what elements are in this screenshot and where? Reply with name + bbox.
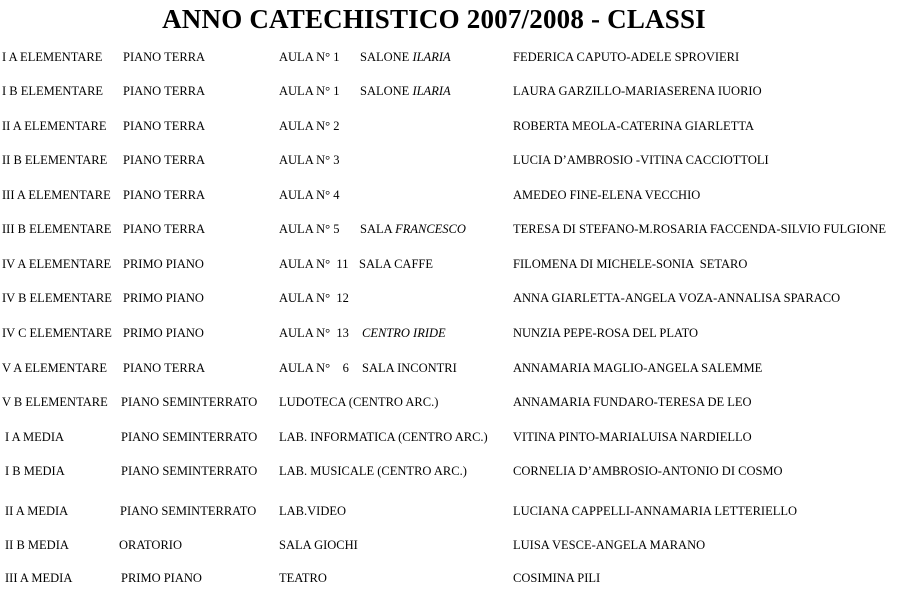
room: AULA N° 1 <box>279 50 340 64</box>
catechists: NUNZIA PEPE-ROSA DEL PLATO <box>513 326 699 340</box>
catechists: FEDERICA CAPUTO-ADELE SPROVIERI <box>513 50 740 64</box>
floor: PIANO TERRA <box>123 153 206 167</box>
class-name: I A MEDIA <box>5 430 65 444</box>
table-row <box>0 288 908 308</box>
class-name: IV A ELEMENTARE <box>2 257 112 271</box>
catechists: LUCIANA CAPPELLI-ANNAMARIA LETTERIELLO <box>513 504 798 518</box>
class-name: V A ELEMENTARE <box>2 361 108 375</box>
table-row <box>0 461 908 481</box>
hall: SALA CAFFE <box>359 257 433 271</box>
hall: SALA INCONTRI <box>362 361 457 375</box>
room: AULA N° 5 <box>279 222 340 236</box>
table-row <box>0 501 908 521</box>
class-name: II B MEDIA <box>5 538 69 552</box>
table-row <box>0 254 908 274</box>
room: LAB. INFORMATICA (CENTRO ARC.) <box>279 430 488 444</box>
class-name: V B ELEMENTARE <box>2 395 108 409</box>
room: LAB.VIDEO <box>279 504 347 518</box>
room: LUDOTECA (CENTRO ARC.) <box>279 395 439 409</box>
floor: PIANO SEMINTERRATO <box>121 395 258 409</box>
room: LAB. MUSICALE (CENTRO ARC.) <box>279 464 467 478</box>
table-row <box>0 150 908 170</box>
catechists: LAURA GARZILLO-MARIASERENA IUORIO <box>513 84 762 98</box>
floor: PIANO SEMINTERRATO <box>120 504 257 518</box>
floor: PIANO TERRA <box>123 50 206 64</box>
room: AULA N° 12 <box>279 291 349 305</box>
catechists: CORNELIA D’AMBROSIO-ANTONIO DI COSMO <box>513 464 783 478</box>
room: SALA GIOCHI <box>279 538 358 552</box>
catechists: COSIMINA PILI <box>513 571 601 585</box>
class-name: II B ELEMENTARE <box>2 153 108 167</box>
table-row <box>0 358 908 378</box>
floor: PIANO SEMINTERRATO <box>121 430 258 444</box>
table-row <box>0 185 908 205</box>
room: AULA N° 11 <box>279 257 349 271</box>
room: AULA N° 3 <box>279 153 340 167</box>
catechists: ANNAMARIA FUNDARO-TERESA DE LEO <box>513 395 752 409</box>
table-row <box>0 392 908 412</box>
class-name: III A ELEMENTARE <box>2 188 111 202</box>
table-row <box>0 323 908 343</box>
class-name: II A ELEMENTARE <box>2 119 107 133</box>
floor: PIANO SEMINTERRATO <box>121 464 258 478</box>
class-name: I A ELEMENTARE <box>2 50 103 64</box>
class-name: I B MEDIA <box>5 464 65 478</box>
hall-prefix: SALONE <box>360 84 410 98</box>
floor: PIANO TERRA <box>123 84 206 98</box>
class-name: I B ELEMENTARE <box>2 84 104 98</box>
table-row <box>0 219 908 239</box>
floor: PIANO TERRA <box>123 119 206 133</box>
floor: PRIMO PIANO <box>123 291 204 305</box>
class-name: II A MEDIA <box>5 504 69 518</box>
hall-name: CENTRO IRIDE <box>362 326 446 340</box>
catechists: TERESA DI STEFANO-M.ROSARIA FACCENDA-SILVIO FULGIONE <box>513 222 887 236</box>
hall <box>360 219 466 239</box>
room: AULA N° 2 <box>279 119 340 133</box>
hall-name: FRANCESCO <box>395 222 466 236</box>
floor: PIANO TERRA <box>123 361 206 375</box>
table-row <box>0 116 908 136</box>
floor: PIANO TERRA <box>123 188 206 202</box>
class-name: IV B ELEMENTARE <box>2 291 112 305</box>
table-row <box>0 568 908 588</box>
floor: PRIMO PIANO <box>123 257 204 271</box>
page-title: ANNO CATECHISTICO 2007/2008 - CLASSI <box>162 4 706 34</box>
catechists: ANNAMARIA MAGLIO-ANGELA SALEMME <box>513 361 763 375</box>
catechists: VITINA PINTO-MARIALUISA NARDIELLO <box>513 430 752 444</box>
class-name: III A MEDIA <box>5 571 73 585</box>
hall-prefix: SALA <box>360 222 392 236</box>
table-row <box>0 535 908 555</box>
hall-name: ILARIA <box>412 50 451 64</box>
hall <box>360 81 451 101</box>
room: AULA N° 13 <box>279 326 349 340</box>
catechists: AMEDEO FINE-ELENA VECCHIO <box>513 188 701 202</box>
floor: PIANO TERRA <box>123 222 206 236</box>
hall <box>360 47 451 67</box>
hall-prefix: SALONE <box>360 50 410 64</box>
hall-name: ILARIA <box>412 84 451 98</box>
floor: ORATORIO <box>119 538 182 552</box>
table-row <box>0 81 908 101</box>
floor: PRIMO PIANO <box>123 326 204 340</box>
table-row <box>0 47 908 67</box>
catechists: FILOMENA DI MICHELE-SONIA SETARO <box>513 257 748 271</box>
catechists: ROBERTA MEOLA-CATERINA GIARLETTA <box>513 119 754 133</box>
catechists: LUISA VESCE-ANGELA MARANO <box>513 538 706 552</box>
catechists: LUCIA D’AMBROSIO -VITINA CACCIOTTOLI <box>513 153 769 167</box>
room: TEATRO <box>279 571 327 585</box>
floor: PRIMO PIANO <box>121 571 202 585</box>
table-row <box>0 427 908 447</box>
class-name: IV C ELEMENTARE <box>2 326 112 340</box>
catechists: ANNA GIARLETTA-ANGELA VOZA-ANNALISA SPARACO <box>513 291 841 305</box>
class-name: III B ELEMENTARE <box>2 222 112 236</box>
room: AULA N° 1 <box>279 84 340 98</box>
room: AULA N° 4 <box>279 188 340 202</box>
room: AULA N° 6 <box>279 361 349 375</box>
